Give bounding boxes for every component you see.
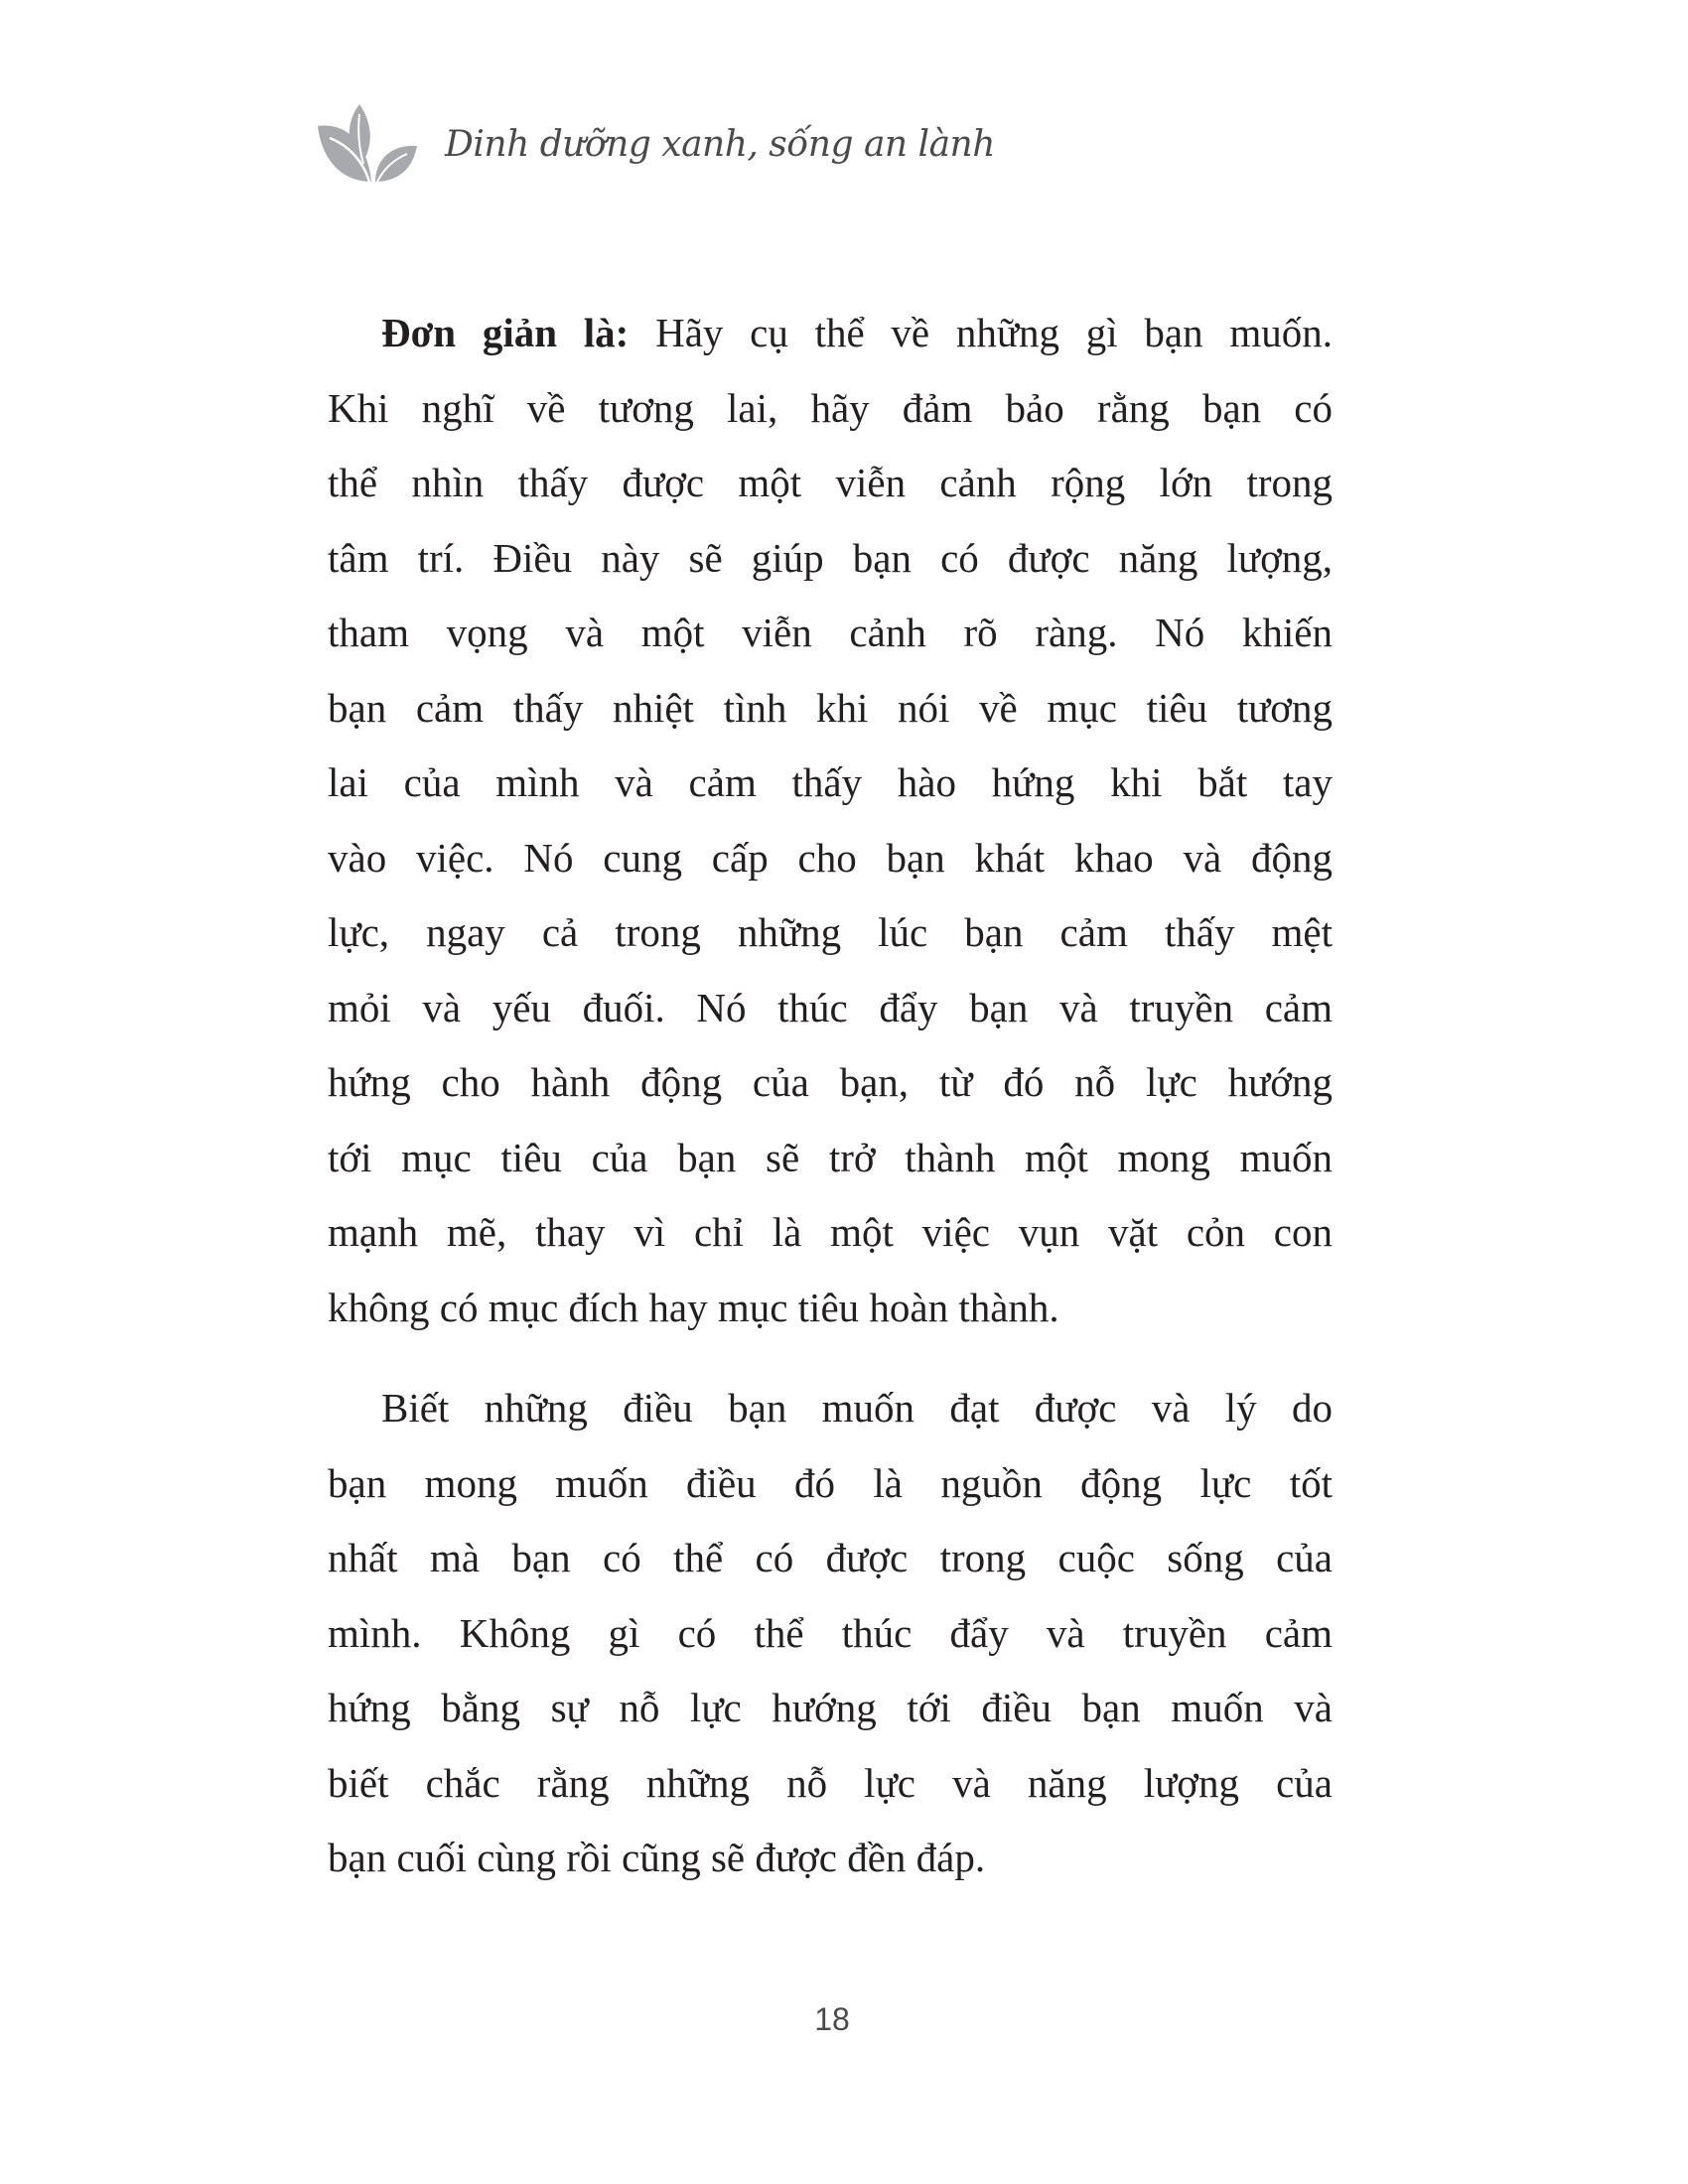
text-line: mỏi và yếu đuối. Nó thúc đẩy bạn và truyền cảm [328,984,1333,1030]
paragraph-2 [328,1371,1333,1896]
text-line: bạn cuối cùng rồi cũng sẽ được đền đáp. [328,1835,986,1880]
text-line: lai của mình và cảm thấy hào hứng khi bắt tay [328,759,1333,805]
body-text [328,296,1333,1922]
text-line: thể nhìn thấy được một viễn cảnh rộng lớn trong [328,460,1333,505]
text-line: Đơn giản là: Hãy cụ thể về những gì bạn muốn. [381,310,1333,355]
text-line: hứng bằng sự nỗ lực hướng tới điều bạn muốn và [328,1685,1333,1730]
text-line: tham vọng và một viễn cảnh rõ ràng. Nó khiến [328,610,1333,655]
text-line: tới mục tiêu của bạn sẽ trở thành một mong muốn [328,1134,1333,1180]
leaf-icon [316,102,419,186]
text-line: mạnh mẽ, thay vì chỉ là một việc vụn vặt cỏn con [328,1209,1333,1255]
text-line: mình. Không gì có thể thúc đẩy và truyền cảm [328,1609,1333,1656]
paragraph-1 [328,296,1333,1345]
running-header-title: Dinh dưỡng xanh, sống an lành [445,123,995,165]
text-line: Biết những điều bạn muốn đạt được và lý do [381,1385,1333,1431]
text-line: không có mục đích hay mục tiêu hoàn thành. [328,1284,1059,1330]
text-line: hứng cho hành động của bạn, từ đó nỗ lực hướng [328,1059,1333,1105]
running-header [316,99,995,189]
text-line: tâm trí. Điều này sẽ giúp bạn có được năng lượng, [328,534,1333,581]
text-line: lực, ngay cả trong những lúc bạn cảm thấy mệt [328,909,1333,955]
page-number: 18 [814,2001,850,2037]
text-line: Khi nghĩ về tương lai, hãy đảm bảo rằng bạn có [328,384,1333,431]
text-line: vào việc. Nó cung cấp cho bạn khát khao và động [328,834,1333,881]
text-line: biết chắc rằng những nỗ lực và năng lượng của [328,1759,1333,1806]
text-line: nhất mà bạn có thể có được trong cuộc sống của [328,1535,1333,1580]
bold-lead: Đơn giản là: [381,310,630,355]
text-line: bạn mong muốn điều đó là nguồn động lực tốt [328,1459,1333,1506]
text-line: bạn cảm thấy nhiệt tình khi nói về mục tiêu tương [328,684,1333,731]
